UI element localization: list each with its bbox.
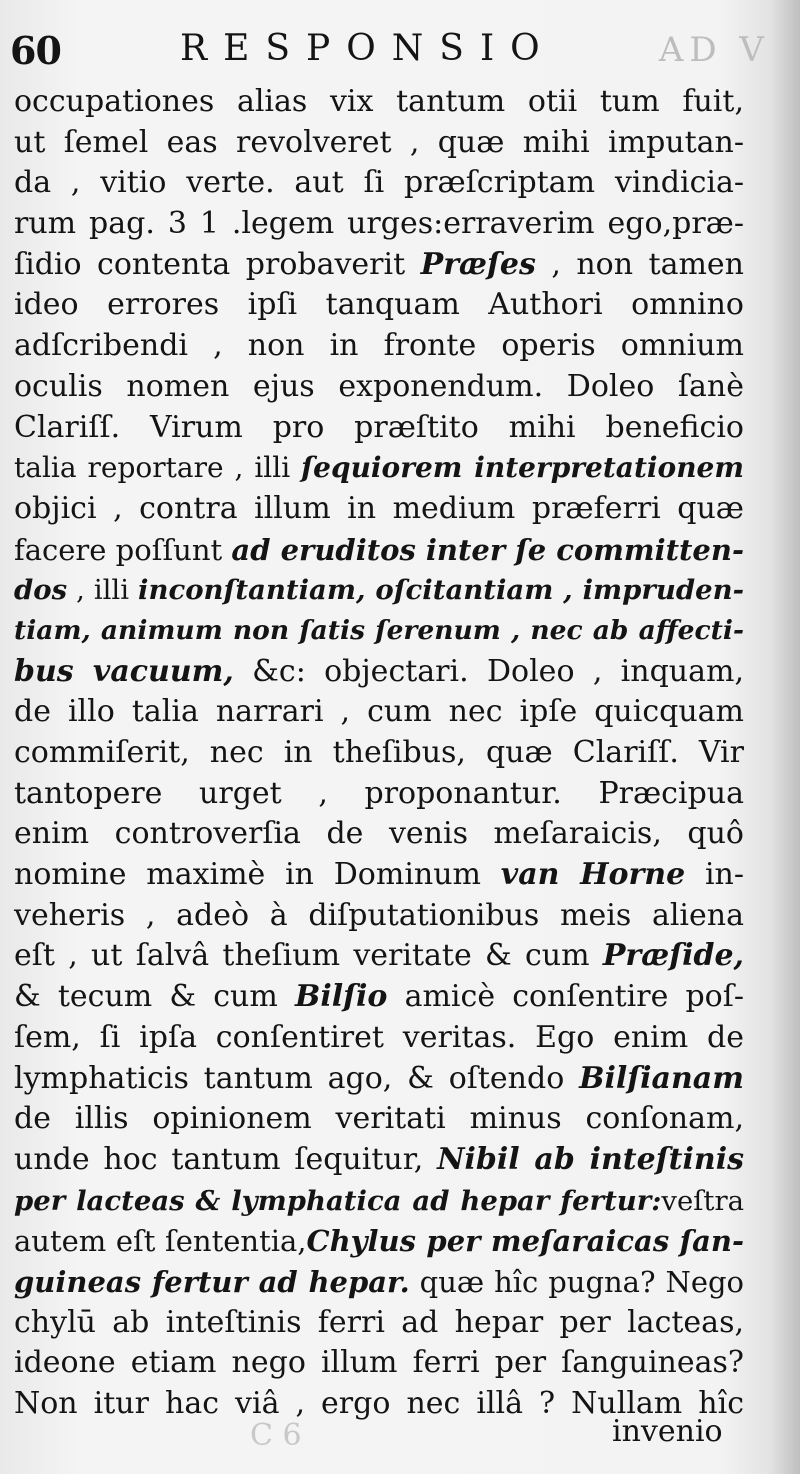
text-line <box>14 123 744 164</box>
text-line <box>14 692 744 733</box>
text-line <box>14 611 744 652</box>
text-segment: de illo talia narrari , cum nec ipſe quicquam <box>14 694 744 730</box>
text-segment: Non itur hac viâ , ergo nec illâ ? Nullam hîc <box>14 1386 744 1421</box>
text-line <box>14 814 744 855</box>
italic-segment: inconſtantiam, oſcitantiam , impruden- <box>138 574 744 607</box>
italic-segment: per lacteas & lymphatica ad hepar fertur: <box>14 1184 662 1217</box>
text-segment: ſem, ſi ipſa conſentiret veritas. Ego enim de <box>14 1019 744 1055</box>
text-line <box>14 570 744 611</box>
italic-segment: bus vacuum, <box>14 653 234 689</box>
text-line <box>14 489 744 530</box>
text-segment: tantopere urget , proponantur. Præcipua <box>14 775 744 811</box>
text-segment: adſcribendi , non in fronte operis omnium <box>14 328 744 364</box>
text-segment: talia reportare , illi <box>14 451 302 485</box>
text-segment: de illis opinionem veritati minus conſonam, <box>14 1101 744 1137</box>
text-line <box>14 1221 744 1262</box>
text-line <box>14 1099 744 1140</box>
text-line <box>14 774 744 815</box>
italic-segment: Bilſio <box>294 979 388 1015</box>
text-segment: ſidio contenta probaverit <box>14 246 421 282</box>
text-segment: commiſerit, nec in theſibus, quæ Clariſſ. Vir <box>14 735 744 770</box>
bleed-through-text: AD V <box>658 30 770 70</box>
text-segment: amicè conſentire poſ- <box>387 979 744 1015</box>
text-segment: rum pag. 3 1 .legem urges:erraverim ego,præ- <box>14 206 744 242</box>
text-segment: eſt , ut ſalvâ theſium veritate & cum <box>14 938 603 974</box>
italic-segment: tiam, animum non ſatis ſerenum , nec ab affecti- <box>14 614 744 646</box>
page-number: 60 <box>10 28 61 73</box>
text-line <box>14 163 744 204</box>
text-segment: lymphaticis tantum ago, & oſtendo <box>14 1060 580 1096</box>
text-line <box>14 1018 744 1059</box>
text-segment: ideone etiam nego illum ferri per ſanguineas? <box>14 1345 744 1381</box>
text-line <box>14 1343 744 1384</box>
text-line <box>14 652 744 693</box>
text-segment: nomine maximè in Dominum <box>14 857 501 893</box>
italic-segment: ad eruditos inter ſe committen- <box>231 532 745 567</box>
italic-segment: Chylus per meſaraicas ſan- <box>306 1224 745 1259</box>
text-line <box>14 855 744 896</box>
text-line <box>14 896 744 937</box>
text-line <box>14 977 744 1018</box>
text-segment: veheris , adeò à diſputationibus meis aliena <box>14 897 744 933</box>
text-line <box>14 1059 744 1100</box>
text-line <box>14 448 744 489</box>
text-line <box>14 245 744 286</box>
running-head: RESPONSIO <box>180 28 556 69</box>
text-segment: & tecum & cum <box>14 979 295 1015</box>
text-segment: veſtra <box>661 1184 744 1217</box>
italic-segment: van Horne <box>500 857 686 893</box>
italic-segment: Præſes <box>420 246 536 282</box>
italic-segment: ſequiorem interpretationem <box>301 451 744 485</box>
text-segment: Clariſſ. Virum pro præſtito mihi beneficio <box>14 409 744 445</box>
text-segment: occupationes alias vix tantum otii tum fuit, <box>14 84 744 119</box>
bleed-through-signature: C 6 <box>250 1418 302 1453</box>
text-segment: , non tamen <box>535 246 745 282</box>
italic-segment: dos <box>14 574 68 607</box>
text-line <box>14 1303 744 1344</box>
italic-segment: Præſide, <box>602 938 744 974</box>
italic-segment: Nibil ab inteſtinis <box>437 1141 744 1177</box>
text-segment: autem eſt ſententia, <box>14 1224 307 1259</box>
text-segment: in- <box>685 857 745 893</box>
text-line <box>14 408 744 449</box>
text-segment: , illi <box>67 574 139 607</box>
text-segment: ut ſemel eas revolveret , quæ mihi imputan- <box>14 124 744 160</box>
text-line <box>14 1181 744 1222</box>
text-line <box>14 285 744 326</box>
italic-segment: Bilſianam <box>579 1060 744 1096</box>
italic-segment: guineas fertur ad hepar. <box>14 1264 410 1299</box>
text-segment: unde hoc tantum ſequitur, <box>14 1141 438 1177</box>
page-header <box>10 26 770 72</box>
body-text <box>14 82 744 1425</box>
text-line <box>14 1140 744 1181</box>
text-line <box>14 936 744 977</box>
text-line <box>14 530 744 571</box>
text-segment: chylū ab inteſtinis ferri ad hepar per lacteas, <box>14 1304 744 1340</box>
text-line <box>14 204 744 245</box>
text-segment: enim controverſia de venis meſaraicis, quô <box>14 816 744 852</box>
text-segment: ideo errores ipſi tanquam Authori omnino <box>14 287 744 323</box>
text-segment: quæ hîc pugna? Nego <box>409 1264 744 1299</box>
page-edge-shadow <box>770 0 800 1474</box>
text-segment: da , vitio verte. aut ſi præſcriptam vindicia- <box>14 165 744 201</box>
catchword: invenio <box>612 1414 723 1449</box>
text-line <box>14 1262 744 1303</box>
text-segment: facere poſſunt <box>14 532 232 567</box>
text-line <box>14 82 744 123</box>
text-segment: oculis nomen ejus exponendum. Doleo ſanè <box>14 368 744 404</box>
text-segment: &c: objectari. Doleo , inquam, <box>233 653 744 689</box>
text-segment: objici , contra illum in medium præferri quæ <box>14 490 744 526</box>
text-line <box>14 326 744 367</box>
text-line <box>14 733 744 774</box>
text-line <box>14 367 744 408</box>
